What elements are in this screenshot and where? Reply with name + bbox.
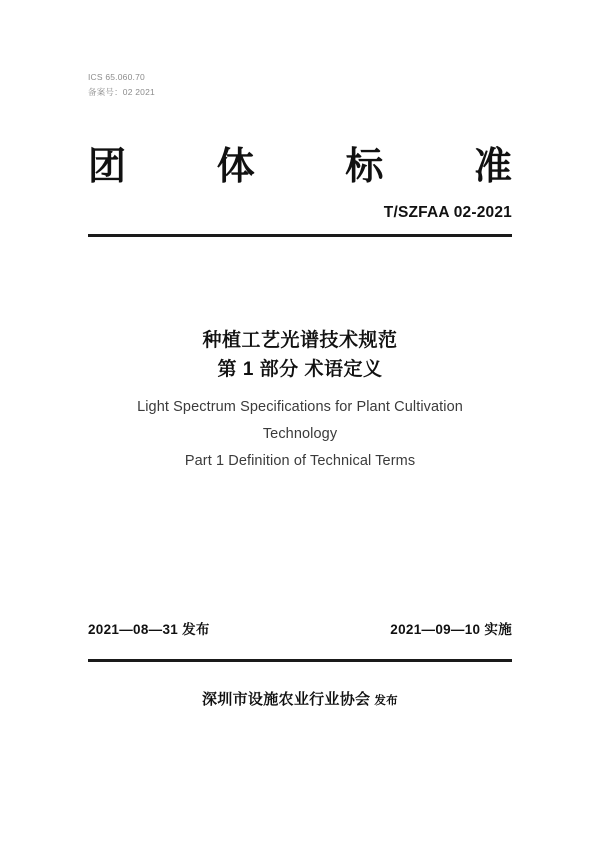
document-title-chinese-line2: 第 1 部分 术语定义: [217, 359, 383, 380]
document-title-chinese-line1: 种植工艺光谱技术规范: [202, 330, 398, 351]
footer-divider: [88, 659, 512, 662]
standard-type-title: [88, 144, 512, 190]
page-content: [88, 0, 512, 850]
ics-code: ICS 65.060.70: [88, 72, 145, 82]
issue-date: 2021—08—31 发布: [88, 622, 210, 637]
title-char-1: 团: [88, 146, 127, 188]
effective-date: 2021—09—10 实施: [390, 622, 512, 637]
document-title-english-line2: Technology: [262, 426, 338, 442]
document-title-english-line3: Part 1 Definition of Technical Terms: [184, 453, 416, 469]
title-char-4: 准: [473, 146, 512, 188]
document-title-english: [88, 394, 512, 475]
title-char-3: 标: [345, 146, 384, 188]
record-number: 备案号：02 2021: [88, 87, 155, 97]
header-divider: [88, 234, 512, 237]
title-char-2: 体: [216, 146, 255, 188]
publisher-suffix: 发布: [374, 695, 398, 707]
publisher-line: [88, 688, 512, 709]
document-title-chinese: [88, 326, 512, 384]
date-row: [88, 618, 512, 638]
document-title-english-line1: Light Spectrum Specifications for Plant Cultivation: [137, 399, 463, 415]
publisher-name: 深圳市设施农业行业协会: [202, 691, 371, 708]
standard-codes-block: [88, 70, 155, 100]
standard-number: T/SZFAA 02-2021: [383, 204, 512, 221]
